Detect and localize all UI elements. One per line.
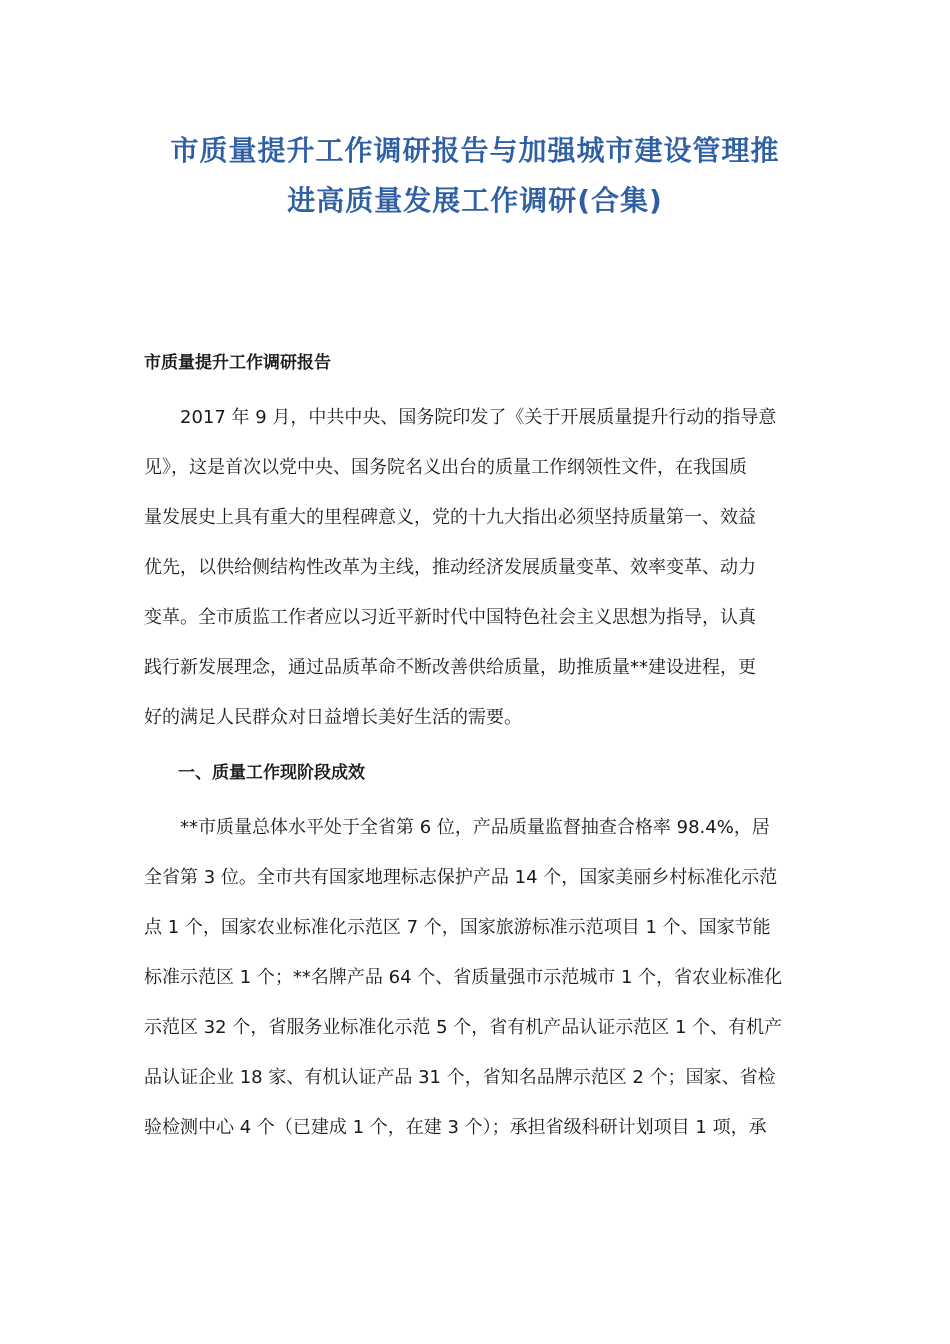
paragraph-line: 好的满足人民群众对日益增长美好生活的需要。 [144,707,522,728]
subheading-achievements: 一、质量工作现阶段成效 [144,763,365,783]
paragraph-line: 点 1 个，国家农业标准化示范区 7 个，国家旅游标准示范项目 1 个、国家节能 [144,917,771,938]
document-title [100,126,850,226]
paragraph-line: 验检测中心 4 个（已建成 1 个，在建 3 个）；承担省级科研计划项目 1 项，承 [144,1117,767,1138]
paragraph-intro [144,393,808,743]
paragraph-line: **市质量总体水平处于全省第 6 位，产品质量监督抽查合格率 98.4%，居 [144,817,770,838]
title-line: 进高质量发展工作调研(合集) [287,184,663,217]
paragraph-line: 示范区 32 个，省服务业标准化示范 5 个，省有机产品认证示范区 1 个、有机产 [144,1017,783,1038]
title-line: 市质量提升工作调研报告与加强城市建设管理推 [170,134,780,167]
paragraph-line: 践行新发展理念，通过品质革命不断改善供给质量，助推质量**建设进程，更 [144,657,756,678]
paragraph-line: 优先，以供给侧结构性改革为主线，推动经济发展质量变革、效率变革、动力 [144,557,756,578]
paragraph-line: 量发展史上具有重大的里程碑意义，党的十九大指出必须坚持质量第一、效益 [144,507,756,528]
paragraph-line: 品认证企业 18 家、有机认证产品 31 个，省知名品牌示范区 2 个；国家、省检 [144,1067,776,1088]
paragraph-line: 见》，这是首次以党中央、国务院名义出台的质量工作纲领性文件，在我国质 [144,457,747,478]
paragraph-line: 全省第 3 位。全市共有国家地理标志保护产品 14 个，国家美丽乡村标准化示范 [144,867,778,888]
paragraph-line: 变革。全市质监工作者应以习近平新时代中国特色社会主义思想为指导，认真 [144,607,756,628]
paragraph-achievements [144,803,808,1153]
section-title: 市质量提升工作调研报告 [144,353,331,373]
paragraph-line: 2017 年 9 月，中共中央、国务院印发了《关于开展质量提升行动的指导意 [144,407,777,428]
paragraph-line: 标准示范区 1 个；**名牌产品 64 个、省质量强市示范城市 1 个，省农业标准化 [144,967,783,988]
